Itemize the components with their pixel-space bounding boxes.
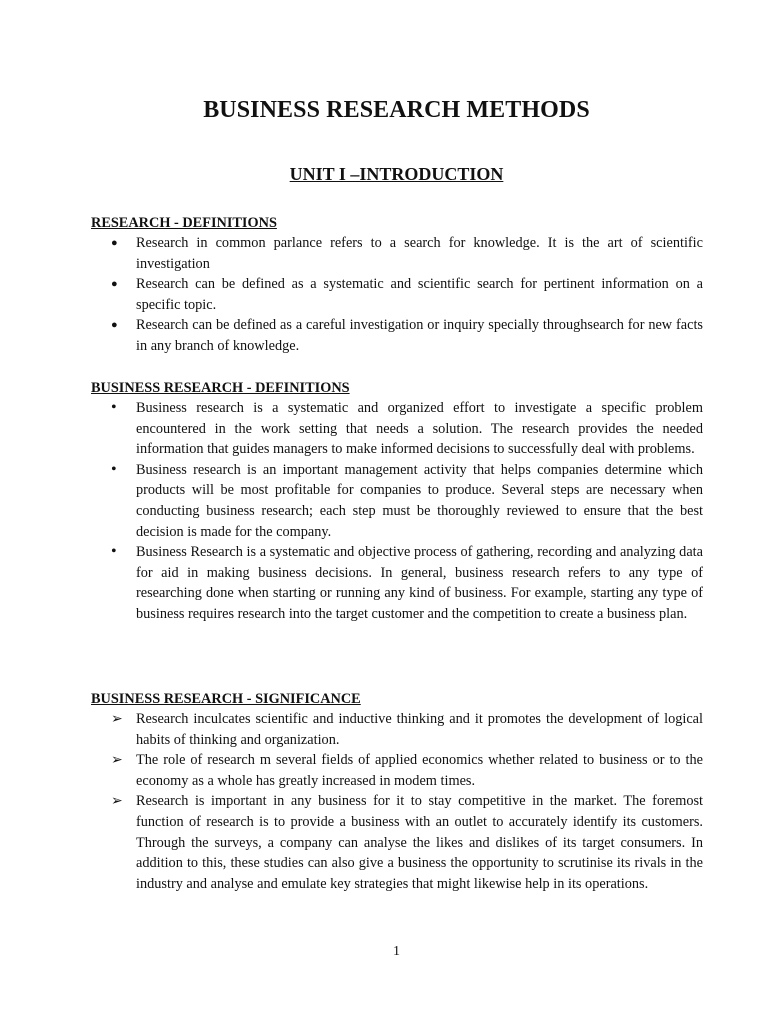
- page-number: 1: [393, 944, 400, 959]
- bullet-icon: [111, 460, 131, 482]
- list-item: [91, 233, 703, 274]
- list-item-text: Business research is a systematic and organized effort to investigate a specific problem encountered in the work setting that needs a solution. The research provides the needed information that guides managers to make informed decisions to successfully deal with problems.: [136, 400, 703, 458]
- bullet-icon: [111, 233, 131, 254]
- section-heading: RESEARCH - DEFINITIONS: [91, 215, 277, 231]
- list-item-text: Business research is an important management activity that helps companies determine which products will be most profitable for companies to produce. Several steps are necessary when conducting business research; each step must be thoroughly reviewed to ensure that the best decision is made for the company.: [136, 461, 703, 540]
- document-title: BUSINESS RESEARCH METHODS: [203, 97, 590, 123]
- list-item: [91, 750, 703, 791]
- list-item-text: Research is important in any business for it to stay competitive in the market. The foremost function of research is to provide a business with an outlet to accurately identify its customers. Through the surveys, a company can analyse the likes and dislikes of its target consumers. In addition to this, these studies can also give a business the opportunity to scrutinise its rivals in the industry and analyse and emulate key strategies that might likewise help in its operations.: [136, 793, 703, 892]
- bullet-list: [91, 398, 703, 625]
- bullet-icon: [111, 315, 131, 336]
- section-business-research-definitions: [91, 378, 703, 625]
- section-heading: BUSINESS RESEARCH - SIGNIFICANCE: [91, 691, 361, 707]
- list-item: [91, 791, 703, 894]
- list-item: [91, 274, 703, 315]
- list-item: [91, 542, 703, 624]
- list-item-text: Business Research is a systematic and objective process of gathering, recording and analyzing data for aid in making business decisions. In general, business research refers to any type of researching done when starting or running any kind of business. For example, starting any type of business requires research into the target customer and the competition to create a business plan.: [136, 544, 703, 622]
- bullet-list: [91, 709, 703, 894]
- unit-title: UNIT I –INTRODUCTION: [289, 164, 504, 184]
- bullet-icon: [111, 398, 131, 420]
- section-heading: BUSINESS RESEARCH - DEFINITIONS: [91, 380, 350, 396]
- list-item: [91, 315, 703, 356]
- list-item-text: Research in common parlance refers to a search for knowledge. It is the art of scientific investigation: [136, 235, 703, 272]
- arrow-bullet-icon: [111, 750, 131, 772]
- list-item: [91, 460, 703, 542]
- arrow-bullet-icon: [111, 791, 131, 813]
- arrow-bullet-icon: [111, 709, 131, 731]
- list-item-text: Research can be defined as a systematic and scientific search for pertinent information on a specific topic.: [136, 276, 703, 313]
- bullet-icon: [111, 542, 131, 564]
- list-item: [91, 709, 703, 750]
- list-item-text: Research can be defined as a careful investigation or inquiry specially throughsearch for new facts in any branch of knowledge.: [136, 317, 703, 354]
- list-item: [91, 398, 703, 460]
- section-research-definitions: [91, 213, 703, 357]
- list-item-text: Research inculcates scientific and inductive thinking and it promotes the development of logical habits of thinking and organization.: [136, 711, 703, 748]
- list-item-text: The role of research m several fields of applied economics whether related to business or to the economy as a whole has greatly increased in modem times.: [136, 752, 703, 789]
- bullet-list: [91, 233, 703, 357]
- bullet-icon: [111, 274, 131, 295]
- section-business-research-significance: [91, 689, 703, 894]
